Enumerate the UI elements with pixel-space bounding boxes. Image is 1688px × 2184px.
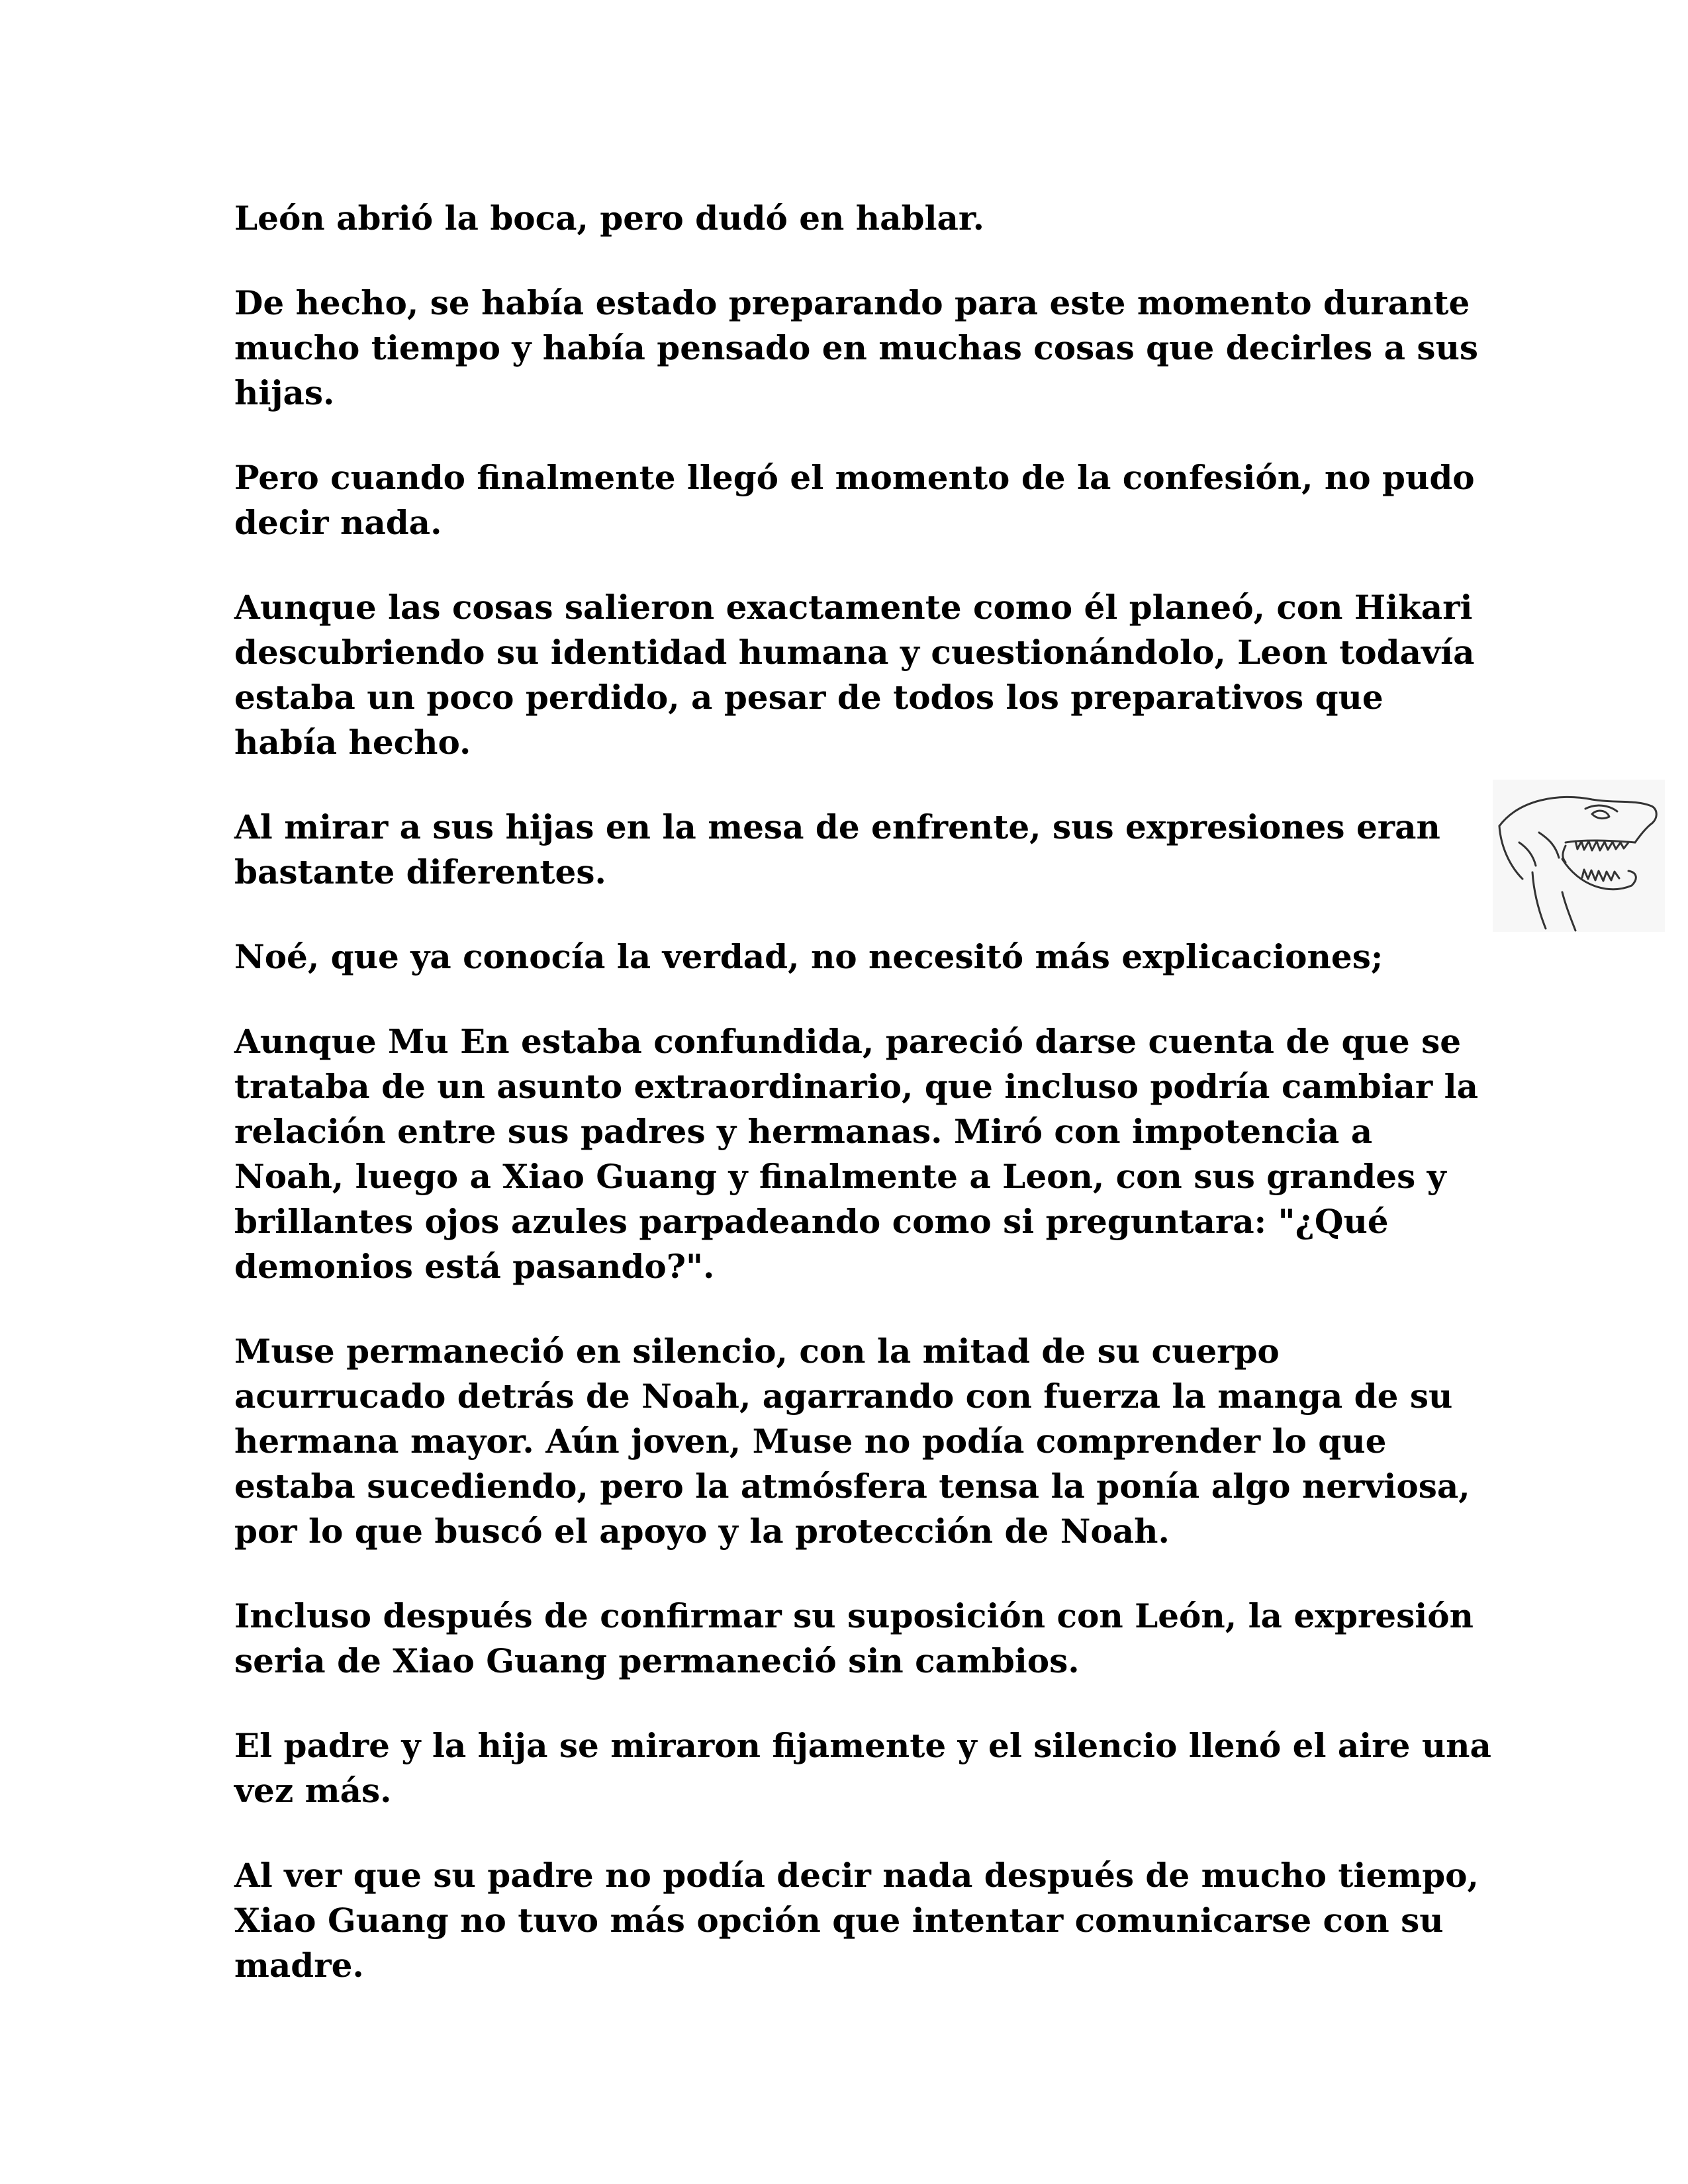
paragraph: Al mirar a sus hijas en la mesa de enfrente, sus expresiones eran bastante diferentes. [234, 807, 1440, 891]
paragraph: De hecho, se había estado preparando para este momento durante mucho tiempo y había pensado en muchas cosas que decirles a sus hijas. [234, 283, 1479, 412]
paragraph: Muse permaneció en silencio, con la mitad de su cuerpo acurrucado detrás de Noah, agarrando con fuerza la manga de su hermana mayor. Aún joven, Muse no podía comprender lo que estaba sucediendo, pero la atmósfera tensa la ponía algo nerviosa, por lo que buscó el apoyo y la protección de Noah. [234, 1332, 1470, 1551]
document-body [234, 196, 1492, 2028]
paragraph: Aunque las cosas salieron exactamente como él planeó, con Hikari descubriendo su identidad humana y cuestionándolo, Leon todavía estaba un poco perdido, a pesar de todos los preparativos que había hecho. [234, 588, 1475, 762]
paragraph: El padre y la hija se miraron fijamente y el silencio llenó el aire una vez más. [234, 1726, 1491, 1810]
paragraph: Aunque Mu En estaba confundida, pareció darse cuenta de que se trataba de un asunto extraordinario, que incluso podría cambiar la relación entre sus padres y hermanas. Miró con impotencia a Noah, luego a Xiao Guang y finalmente a Leon, con sus grandes y brillantes ojos azules parpadeando como si preguntara: "¿Qué demonios está pasando?". [234, 1022, 1479, 1286]
paragraph: Pero cuando finalmente llegó el momento de la confesión, no pudo decir nada. [234, 458, 1475, 542]
paragraph: León abrió la boca, pero dudó en hablar. [234, 199, 985, 238]
paragraph: Al ver que su padre no podía decir nada después de mucho tiempo, Xiao Guang no tuvo más opción que intentar comunicarse con su madre. [234, 1856, 1479, 1985]
dinosaur-head-icon [1493, 780, 1665, 932]
paragraph: Incluso después de confirmar su suposición con León, la expresión seria de Xiao Guang permaneció sin cambios. [234, 1596, 1474, 1680]
paragraph: Noé, que ya conocía la verdad, no necesitó más explicaciones; [234, 937, 1383, 976]
